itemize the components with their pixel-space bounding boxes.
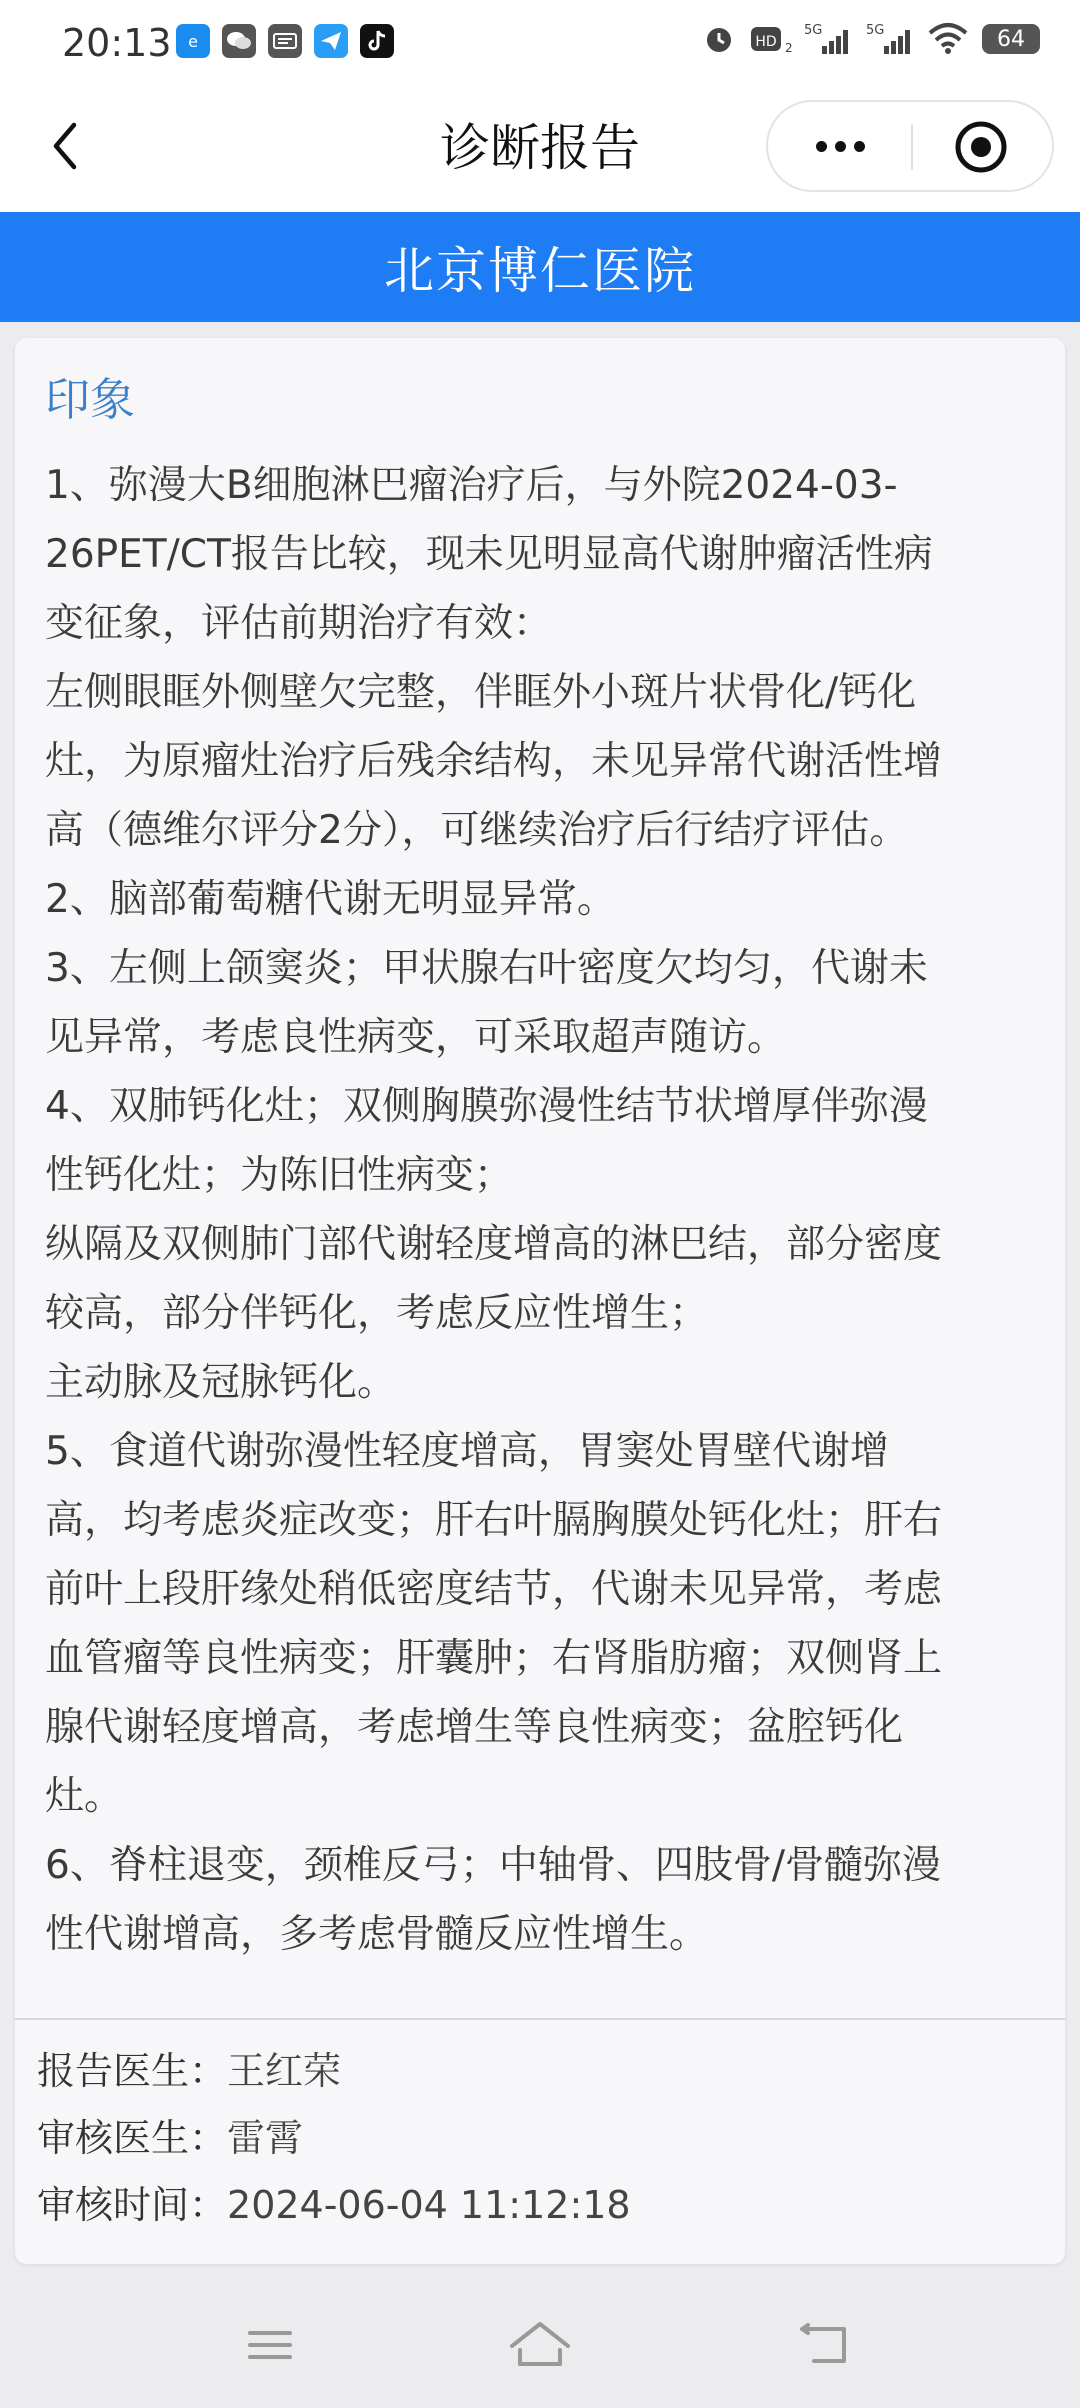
system-nav-bar: [0, 2280, 1080, 2408]
more-dot: [854, 141, 865, 152]
battery-indicator: 64: [982, 24, 1040, 54]
status-indicators: [702, 22, 1040, 56]
report-line: 灶。: [45, 1774, 124, 1819]
5g-signal-icon: [804, 22, 852, 56]
svg-text:5G: 5G: [866, 23, 885, 38]
mini-program-capsule: [766, 100, 1054, 192]
status-app-icons: [176, 24, 394, 58]
home-button[interactable]: [505, 2310, 575, 2380]
review-time-value: 2024-06-04 11:12:18: [227, 2183, 631, 2227]
report-card: [15, 338, 1065, 2264]
report-line: 5、食道代谢弥漫性轻度增高，胃窦处胃壁代谢增: [45, 1429, 889, 1474]
svg-text:HD: HD: [755, 34, 777, 50]
hospital-banner: [0, 212, 1080, 322]
alarm-icon: [702, 22, 736, 56]
menu-button[interactable]: [235, 2310, 305, 2380]
report-line: 前叶上段肝缘处稍低密度结节，代谢未见异常，考虑: [45, 1567, 943, 1612]
paper-plane-icon: [314, 24, 348, 58]
report-line: 2、脑部葡萄糖代谢无明显异常。: [45, 877, 616, 922]
5g-signal-icon: [866, 22, 914, 56]
capsule-divider: [911, 124, 913, 170]
report-line: 腺代谢轻度增高，考虑增生等良性病变；盆腔钙化: [45, 1705, 904, 1750]
menu-icon: [245, 2325, 295, 2365]
report-doctor-label: 报告医生：: [37, 2049, 228, 2093]
report-line: 见异常，考虑良性病变，可采取超声随访。: [45, 1015, 787, 1060]
hd-icon: [750, 22, 793, 56]
hospital-name: 北京博仁医院: [384, 242, 696, 300]
review-doctor-label: 审核医生：: [37, 2116, 228, 2160]
report-line: 6、脊柱退变，颈椎反弓；中轴骨、四肢骨/骨髓弥漫: [45, 1843, 941, 1888]
wechat-icon: [222, 24, 256, 58]
home-icon: [508, 2320, 572, 2370]
target-close-icon: [953, 119, 1009, 175]
report-line: 1、弥漫大B细胞淋巴瘤治疗后，与外院2024-03-: [45, 463, 898, 508]
more-dots-icon: [816, 141, 827, 152]
report-doctor-row: [37, 2038, 1037, 2105]
review-time-row: [37, 2172, 1037, 2239]
report-line: 26PET/CT报告比较，现未见明显高代谢肿瘤活性病: [45, 532, 933, 577]
report-line: 3、左侧上颌窦炎；甲状腺右叶密度欠均匀，代谢未: [45, 946, 928, 991]
report-footer: [37, 2038, 1037, 2239]
review-doctor-row: [37, 2105, 1037, 2172]
browser-icon: e: [176, 24, 210, 58]
tiktok-icon: [360, 24, 394, 58]
back-nav-button[interactable]: [790, 2310, 860, 2380]
report-line: 高，均考虑炎症改变；肝右叶膈胸膜处钙化灶；肝右: [45, 1498, 943, 1543]
report-line: 左侧眼眶外侧壁欠完整，伴眶外小斑片状骨化/钙化: [45, 670, 917, 715]
nav-bar: [0, 85, 1080, 212]
report-line: 变征象，评估前期治疗有效：: [45, 601, 553, 646]
status-bar: [0, 0, 1080, 85]
wifi-icon: [928, 23, 968, 55]
card-divider: [15, 2018, 1065, 2020]
report-line: 较高，部分伴钙化，考虑反应性增生；: [45, 1291, 709, 1336]
report-line: 4、双肺钙化灶；双侧胸膜弥漫性结节状增厚伴弥漫: [45, 1084, 928, 1129]
impression-heading: 印象: [45, 373, 136, 426]
report-body: [45, 451, 1055, 1969]
back-arrow-icon: [798, 2321, 852, 2369]
report-line: 灶，为原瘤灶治疗后残余结构，未见异常代谢活性增: [45, 739, 943, 784]
report-line: 纵隔及双侧肺门部代谢轻度增高的淋巴结，部分密度: [45, 1222, 943, 1267]
report-line: 性钙化灶；为陈旧性病变；: [45, 1153, 514, 1198]
report-doctor-value: 王红荣: [227, 2049, 342, 2093]
review-doctor-value: 雷霄: [227, 2116, 304, 2160]
review-time-label: 审核时间：: [37, 2183, 228, 2227]
svg-text:5G: 5G: [804, 23, 823, 38]
svg-text:2: 2: [785, 41, 793, 55]
report-line: 高（德维尔评分2分），可继续治疗后行结疗评估。: [45, 808, 909, 853]
more-dot: [835, 141, 846, 152]
more-button[interactable]: [788, 116, 893, 176]
status-time: 20:13: [62, 21, 172, 65]
toutiao-icon: [268, 24, 302, 58]
page-title: 诊断报告: [440, 119, 640, 177]
report-line: 血管瘤等良性病变；肝囊肿；右肾脂肪瘤；双侧肾上: [45, 1636, 943, 1681]
report-line: 主动脉及冠脉钙化。: [45, 1360, 397, 1405]
close-button[interactable]: [953, 119, 1009, 175]
report-line: 性代谢增高，多考虑骨髓反应性增生。: [45, 1912, 709, 1957]
